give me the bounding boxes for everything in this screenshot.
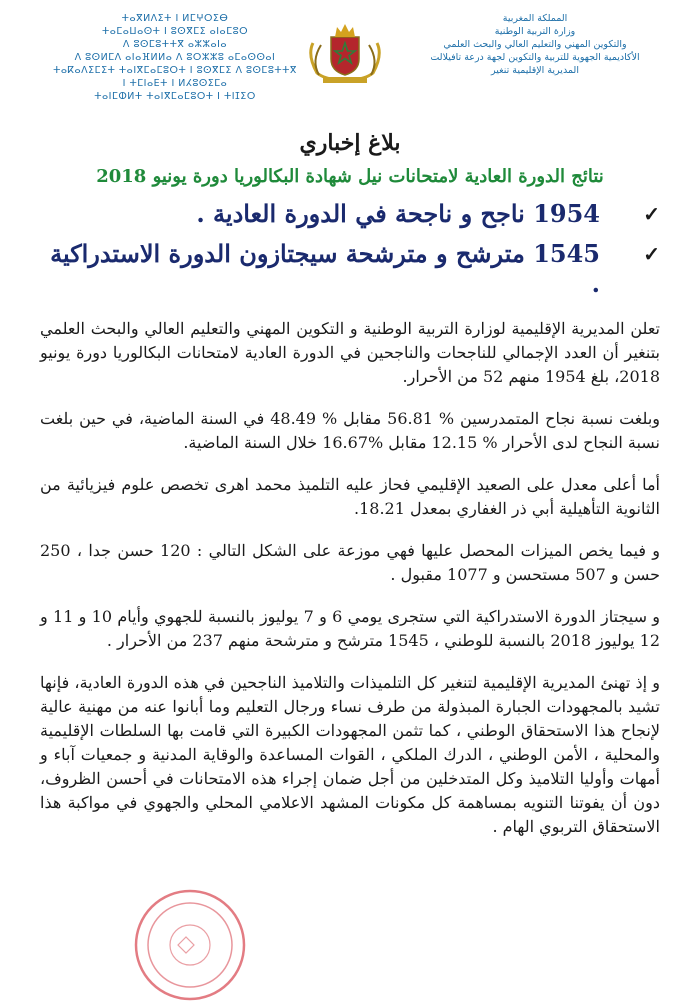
arabic-letterhead (410, 12, 660, 77)
tifinagh-line: ⵏ ⵜⵎⵏⴰⴹⵜ ⵏ ⵍⵃⵓⵙⵉⵎⴰ (122, 78, 228, 89)
paragraph: تعلن المديرية الإقليمية لوزارة التربية الوطنية و التكوين المهني والتعليم العالي والبحث العلمي بتنغير أن العدد الإجمالي للناجحات والناجحين في الدورة العادية لامتحانات البكالوريا دورة يونيو 2018، بلغ 1954 منهم 52 من الأحرار. (40, 319, 660, 386)
letterhead (0, 0, 700, 100)
official-stamp-icon (130, 885, 250, 1005)
arabic-letterhead-line: الأكاديمية الجهوية للتربية والتكوين لجهة درعة تافيلالت (430, 52, 640, 63)
document-subtitle: نتائج الدورة العادية لامتحانات نيل شهادة البكالوريا دورة يونيو 2018 (96, 166, 604, 187)
highlight-text: 1545 مترشح و مترشحة سيجتازون الدورة الاستدراكية . (50, 239, 600, 298)
tifinagh-letterhead (50, 12, 300, 103)
highlight-text: 1954 ناجح و ناجحة في الدورة العادية . (196, 199, 600, 228)
check-mark-icon: ✓ (643, 242, 660, 266)
coat-of-arms-icon (305, 15, 385, 85)
paragraph: وبلغت نسبة نجاح المتمدرسين % 56.81 مقابل % 48.49 في السنة الماضية، في حين بلغت نسبة النجاح لدى الأحرار % 12.15 مقابل %16.67 خلال السنة الماضية. (40, 409, 661, 452)
document-body (40, 110, 660, 839)
paragraph: أما أعلى معدل على الصعيد الإقليمي فحاز عليه التلميذ محمد اهرى تخصص علوم فيزيائية من الثانوية التأهيلية أبي ذر الغفاري بمعدل 18.21. (40, 475, 660, 518)
highlight-item (40, 239, 660, 299)
paragraph: و فيما يخص الميزات المحصل عليها فهي موزعة على الشكل التالي : 120 حسن جدا ، 250 حسن و 507 مستحسن و 1077 مقبول . (40, 541, 660, 584)
paragraph: و إذ تهنئ المديرية الإقليمية لتنغير كل التلميذات والتلاميذ الناجحين في هذه الدورة العادية، فإنها تشيد بالمجهودات الجبارة المبذولة من طرف نساء ورجال التعليم وما أبانوا عنه من مهنية عالية لإنجاح هذا الاستحقاق الوطني ، كما تثمن المجهودات الكبيرة التي قامت بها السلطات الإقليمية والمحلية ، الأمن الوطني ، الدرك الملكي ، القوات المساعدة والوقاية المدنية و جمعيات آباء و أمهات وأوليا التلاميذ وكل المتدخلين من أجل ضمان إجراء هذه الامتحانات في أحسن الظروف، دون أن يفوتنا التنويه بمساهمة كل مكونات المشهد الاعلامي المحلي والجهوي في مواكبة هذا الاستحقاق التربوي الهام . (40, 673, 661, 836)
tifinagh-line: ⴷ ⵓⵙⵍⵎⴷ ⴰⵏⴰⴼⵍⵍⴰ ⴷ ⵓⵔⵣⵣⵓ ⴰⵎⴰⵙⵙⴰⵏ (74, 52, 276, 63)
tifinagh-line: ⵜⴰⴽⴰⴷⵉⵎⵉⵜ ⵜⴰⵏⴳⵎⴰⵎⵓⵔⵜ ⵏ ⵓⵙⴳⵎⵉ ⴷ ⵓⵙⵎⵓⵜⵜⴳ (53, 65, 297, 76)
arabic-letterhead-line: والتكوين المهني والتعليم العالي والبحث العلمي (443, 39, 627, 50)
tifinagh-line: ⵜⴰⵎⴰⵡⴰⵙⵜ ⵏ ⵓⵙⴳⵎⵉ ⴰⵏⴰⵎⵓⵔ (101, 26, 249, 37)
highlight-item (40, 199, 660, 229)
arabic-letterhead-line: وزارة التربية الوطنية (494, 26, 576, 37)
tifinagh-line: ⵜⴰⵏⵎⵀⵍⵜ ⵜⴰⵏⴳⵎⴰⵎⵓⵔⵜ ⵏ ⵜⵏⵊⵉⵔ (94, 91, 256, 102)
check-mark-icon: ✓ (643, 202, 660, 226)
tifinagh-line: ⵜⴰⴳⵍⴷⵉⵜ ⵏ ⵍⵎⵖⵔⵉⴱ (121, 13, 229, 24)
arabic-letterhead-line: المملكة المغربية (502, 13, 568, 24)
tifinagh-line: ⴷ ⵓⵙⵎⵓⵜⵜⴳ ⴰⵣⵣⴰⵏⴰ (122, 39, 228, 50)
document-title: بلاغ إخباري (299, 130, 401, 156)
arabic-letterhead-line: المديرية الإقليمية تنغير (491, 65, 579, 76)
paragraph: و سيجتاز الدورة الاستدراكية التي ستجرى يومي 6 و 7 يوليوز بالنسبة للجهوي وأيام 10 و 11 و 12 يوليوز 2018 بالنسبة للوطني ، 1545 مترشح و مترشحة منهم 237 من الأحرار . (40, 607, 661, 650)
